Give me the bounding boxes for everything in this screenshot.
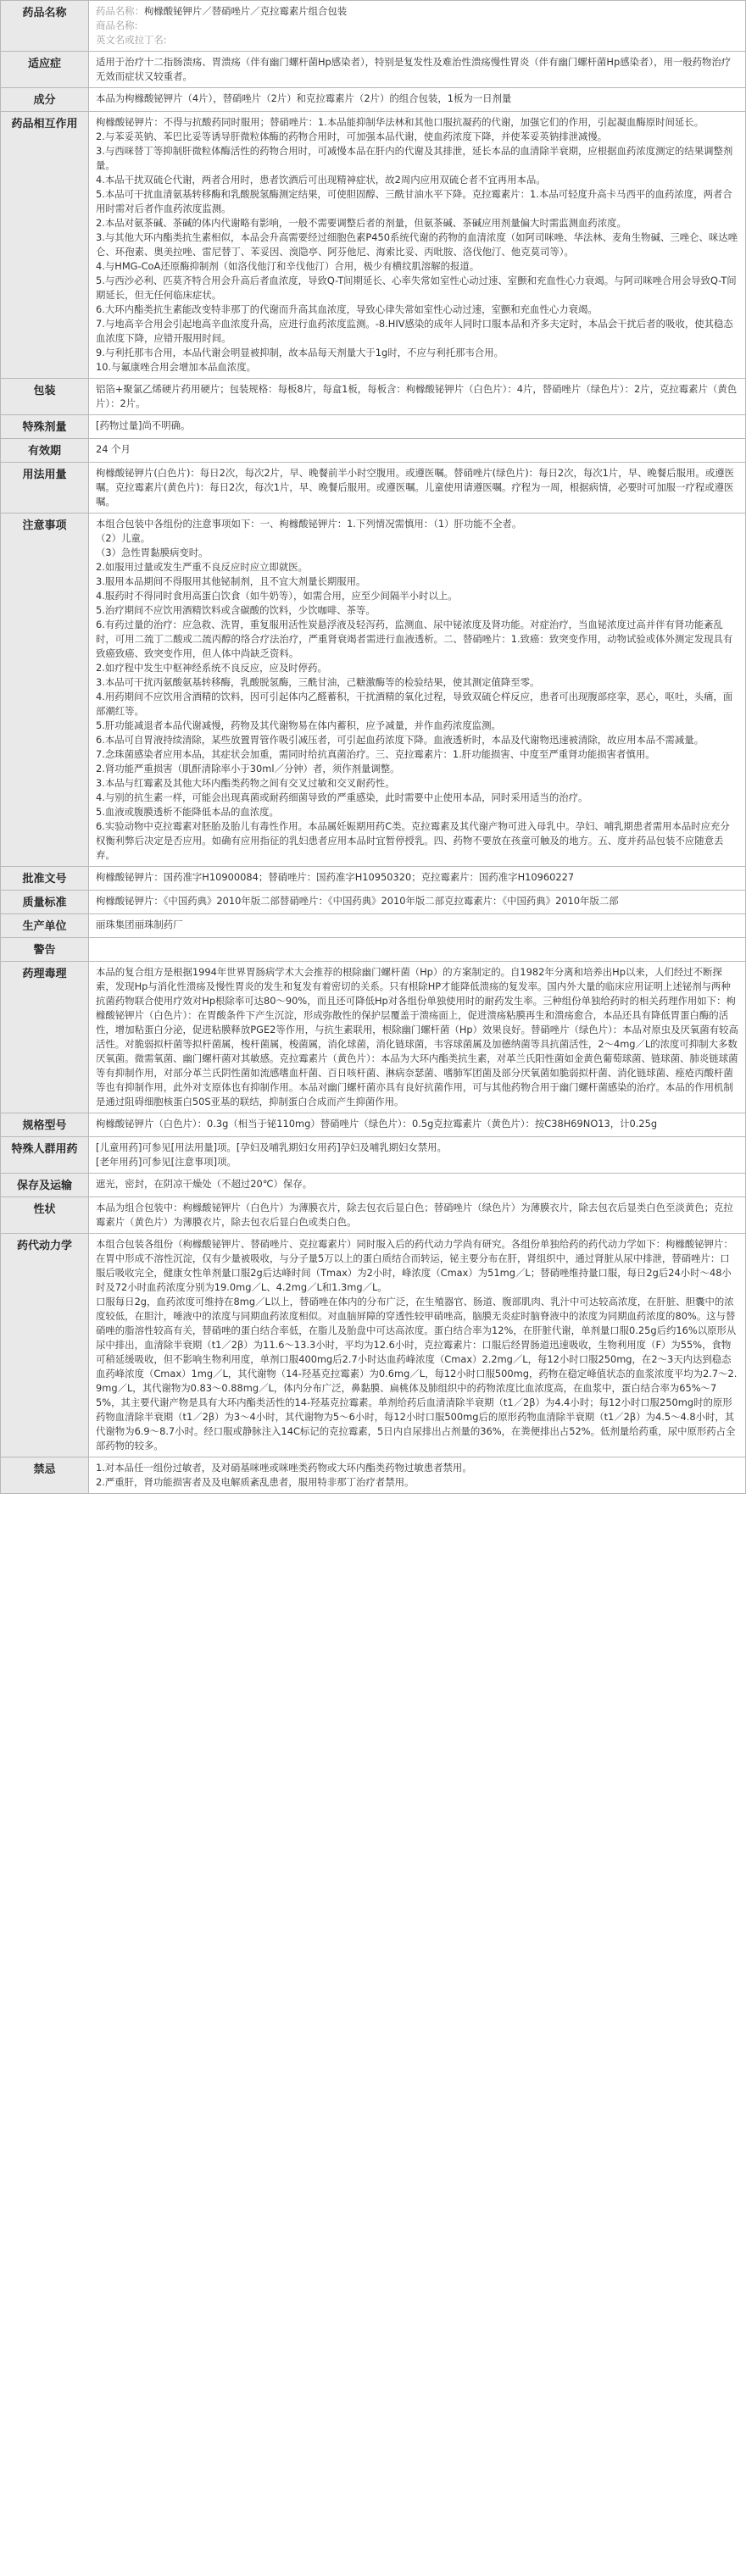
ingredients-content bbox=[89, 88, 746, 112]
drug-interactions-paragraph: 枸橼酸铋钾片：不得与抗酸药同时服用；替硝唑片：1.本品能抑制华法林和其他口服抗凝药的代谢，加强它们的作用，引起凝血酶原时间延长。 bbox=[96, 116, 704, 128]
description-content bbox=[89, 1197, 746, 1234]
drug-interactions-content bbox=[89, 112, 746, 379]
precautions-paragraph: 3.服用本品期间不得服用其他铋制剂，且不宜大剂量长期服用。 bbox=[96, 575, 366, 587]
drug-name-row bbox=[1, 1, 746, 52]
manufacturer-content bbox=[89, 914, 746, 938]
precautions-paragraph: 2.如服用过量或发生严重不良反应时应立即就医。 bbox=[96, 561, 309, 573]
packaging-row bbox=[1, 379, 746, 415]
dosage-usage-paragraph: 枸橼酸铋钾片(白色片)：每日2次，每次2片，早、晚餐前半小时空腹用。或遵医嘱。替硝唑片(绿色片)：每日2次，每次1片，早、晚餐后服用。或遵医嘱。克拉霉素片(黄色片)：每日2次，每次1片，早、晚餐后服用。或遵医嘱。儿童使用请遵医嘱。疗程为一周，根据病情，必要时可加服一疗程或遵医嘱。 bbox=[96, 467, 734, 508]
specification-paragraph: 枸橼酸铋钾片（白色片）：0.3g（相当于铋110mg）替硝唑片（绿色片）：0.5g克拉霉素片（黄色片）：按C38H69NO13，计0.25g bbox=[96, 1118, 658, 1130]
trade-name-label: 商品名称: bbox=[96, 19, 138, 31]
drug-interactions-paragraph: 3.与其他大环内酯类抗生素相似，本品会升高需要经过细胞色素P450系统代谢的药物的血清浓度（如阿司咪唑、华法林、麦角生物碱、三唑仑、咪达唑仑、环孢素、奥美拉唑、雷尼替丁、苯妥因、溴隐亭、阿芬他尼、海索比妥、丙吡胺、洛伐他汀、他克莫司等）。 bbox=[96, 231, 738, 258]
approval-number-label: 批准文号 bbox=[1, 867, 89, 891]
special-populations-content bbox=[89, 1137, 746, 1174]
pharmacology-content bbox=[89, 962, 746, 1113]
shelf-life-row bbox=[1, 439, 746, 463]
special-populations-paragraph: [儿童用药]可参见[用法用量]项。[孕妇及哺乳期妇女用药]孕妇及哺乳期妇女禁用。 bbox=[96, 1141, 447, 1153]
contraindications-row bbox=[1, 1457, 746, 1494]
precautions-paragraph: 4.服药时不得同时食用高蛋白饮食（如牛奶等），如需合用，应至少间隔半小时以上。 bbox=[96, 590, 458, 602]
precautions-paragraph: 5.治疗期间不应饮用酒精饮料或含碳酸的饮料，少饮咖啡、茶等。 bbox=[96, 604, 376, 616]
drug-interactions-paragraph: 7.与地高辛合用会引起地高辛血浓度升高，应进行血药浓度监测。-8.HIV感染的成年人同时口服本品和齐多夫定时，本品会干扰后者的吸收，使其稳态血浓度下降，应错开服用时间。 bbox=[96, 318, 733, 344]
approval-number-content bbox=[89, 867, 746, 891]
packaging-paragraph: 铝箔+聚氯乙烯硬片药用硬片；包装规格：每板8片，每盒1板，每板含：枸橼酸铋钾片（白色片）：4片，替硝唑片（绿色片）：2片，克拉霉素片（黄色片）：2片。 bbox=[96, 383, 738, 409]
ingredients-paragraph: 本品为枸橼酸铋钾片（4片），替硝唑片（2片）和克拉霉素片（2片）的组合包装，1板为一日剂量 bbox=[96, 92, 512, 104]
warning-label: 警告 bbox=[1, 938, 89, 962]
drug-interactions-paragraph: 6.大环内酯类抗生素能改变特非那丁的代谢而升高其血浓度，导致心律失常如室性心动过速，室颤和充血性心力衰竭。 bbox=[96, 303, 598, 315]
packaging-content bbox=[89, 379, 746, 415]
special-dosage-content bbox=[89, 415, 746, 439]
drug-interactions-paragraph: 10.与氟康唑合用会增加本品血浓度。 bbox=[96, 361, 256, 373]
english-name-label: 英文名或拉丁名: bbox=[96, 34, 167, 46]
pharmacokinetics-paragraph: 本组合包装各组份（枸橼酸铋钾片、替硝唑片、克拉霉素片）同时服入后的药代动力学尚有研究。各组份单独给药的药代动力学如下：枸橼酸铋钾片：在胃中形成不溶性沉淀，仅有少量被吸收，与分子量5万以上的蛋白质结合而转运，铋主要分布在肝，肾组织中，通过肾脏从尿中排泄，替硝唑片：口服后吸收完全，健康女性单剂量口服2g后达峰时间（Tmax）为2小时，峰浓度（Cmax）为51mg／L；替硝唑维持量口服，每日2g后24小时～48小时及72小时血药浓度分别为19.0mg／L、4.2mg／L和1.3mg／L。 bbox=[96, 1238, 733, 1293]
manufacturer-row bbox=[1, 914, 746, 938]
drug-interactions-paragraph: 5.与西沙必利、匹莫齐特合用会升高后者血浓度，导致Q-T间期延长、心率失常如室性心动过速、室颤和充血性心力衰竭。与阿司咪唑合用会导致Q-T间期延长，但无任何临床症状。 bbox=[96, 275, 737, 301]
storage-label: 保存及运输 bbox=[1, 1174, 89, 1197]
ingredients-row bbox=[1, 88, 746, 112]
specification-row bbox=[1, 1113, 746, 1137]
special-populations-row bbox=[1, 1137, 746, 1174]
indications-content bbox=[89, 52, 746, 88]
generic-name-label: 药品名称 bbox=[96, 5, 135, 17]
storage-paragraph: 遮光，密封，在阴凉干燥处（不超过20℃）保存。 bbox=[96, 1178, 313, 1190]
indications-paragraph: 适用于治疗十二指肠溃疡、胃溃疡（伴有幽门螺杆菌Hp感染者），特别是复发性及难治性溃疡慢性胃炎（伴有幽门螺杆菌Hp感染者），用一般药物治疗无效而症状又较重者。 bbox=[96, 56, 732, 82]
precautions-paragraph: 2.肾功能严重损害（肌酐清除率小于30ml／分钟）者，须作剂量调整。 bbox=[96, 763, 400, 774]
special-populations-label: 特殊人群用药 bbox=[1, 1137, 89, 1174]
precautions-paragraph: 6.有药过量的治疗：应急救、洗胃，重复服用活性炭悬浮液及轻泻药，监测血、尿中铋浓度及肾功能。对症治疗，当血铋浓度过高并伴有肾功能紊乱时，可用二巯丁二酸或二巯丙醇的络合疗法治疗，严重肾衰竭者需进行血液透析。二、替硝唑片：1.致癌：致突变作用，动物试验或体外测定发现具有致癌致癌、致突变作用，但人体中尚缺乏资料。 bbox=[96, 619, 733, 659]
drug-interactions-label: 药品相互作用 bbox=[1, 112, 89, 379]
pharmacology-paragraph: 本品的复合组方是根据1994年世界胃肠病学术大会推荐的根除幽门螺杆菌（Hp）的方案制定的。自1982年分离和培养出Hp以来，人们经过不断探索，发现Hp与消化性溃疡及慢性胃炎的发生和复发有着密切的关系。只有根除HP才能降低溃疡的复发率。国内外大量的临床应用证明上述铋剂与两种抗菌药物联合使用疗效对Hp根除率可达80～90%，而且还可降低Hp对各组份单独使用时的耐药发生率。三种组份单独给药时的相关药理作用如下：枸橼酸铋钾片（白色片）：在胃酸条件下产生沉淀，形成弥散性的保护层覆盖于溃疡面上，促进溃疡粘膜再生和溃疡愈合，本品还具有降低胃蛋白酶的活性，增加粘蛋白分泌，促进粘膜释放PGE2等作用，与抗生素联用，根除幽门螺杆菌（Hp）效果良好。替硝唑片（绿色片）：本品对原虫及厌氧菌有较高活性。对脆弱拟杆菌等拟杆菌属，梭杆菌属，梭菌属，消化球菌，消化链球菌，韦容球菌属及加德纳菌等具抗菌活性，2～4mg／L的浓度可抑制大多数厌氧菌。微需氧菌、幽门螺杆菌对其敏感。克拉霉素片（黄色片）：本品为大环内酯类抗生素，对革兰氏阳性菌如金黄色葡萄球菌、链球菌、肺炎链球菌等有抑制作用，对部分革兰氏阴性菌如流感嗜血杆菌、百日咳杆菌、淋病奈瑟菌、嗜肺军团菌及部分厌氧菌如脆弱拟杆菌、消化链球菌、痤疮丙酸杆菌等也有抑制作用，此外对支原体也有抑制作用。本品对幽门螺杆菌亦具有良好抗菌作用，可与其他药物合用于幽门螺杆菌感染的治疗。本品的作用机制是通过阻碍细胞核蛋白50S亚基的联结，抑制蛋白合成而产生抑菌作用。 bbox=[96, 966, 738, 1108]
drug-interactions-paragraph: 9.与利托那韦合用，本品代谢会明显被抑制，故本品每天剂量大于1g时，不应与利托那韦合用。 bbox=[96, 347, 504, 358]
special-dosage-paragraph: [药物过量]尚不明确。 bbox=[96, 419, 191, 431]
specification-content bbox=[89, 1113, 746, 1137]
quality-standard-content bbox=[89, 891, 746, 914]
special-dosage-label: 特殊剂量 bbox=[1, 415, 89, 439]
special-dosage-row bbox=[1, 415, 746, 439]
contraindications-paragraph: 1.对本品任一组份过敏者，及对硝基咪唑或咪唑类药物或大环内酯类药物过敏患者禁用。 bbox=[96, 1462, 472, 1474]
manufacturer-paragraph: 丽珠集团丽珠制药厂 bbox=[96, 919, 183, 930]
manufacturer-label: 生产单位 bbox=[1, 914, 89, 938]
dosage-usage-row bbox=[1, 463, 746, 514]
pharmacology-row bbox=[1, 962, 746, 1113]
quality-standard-paragraph: 枸橼酸铋钾片：《中国药典》2010年版二部替硝唑片：《中国药典》2010年版二部克拉霉素片：《中国药典》2010年版二部 bbox=[96, 895, 619, 907]
ingredients-label: 成分 bbox=[1, 88, 89, 112]
pharmacokinetics-label: 药代动力学 bbox=[1, 1234, 89, 1457]
contraindications-label: 禁忌 bbox=[1, 1457, 89, 1494]
storage-content bbox=[89, 1174, 746, 1197]
drug-interactions-paragraph: 2.本品对氨茶碱、茶碱的体内代谢略有影响，一般不需要调整后者的剂量，但氨茶碱、茶碱应用剂量偏大时需监测血药浓度。 bbox=[96, 217, 626, 229]
shelf-life-paragraph: 24 个月 bbox=[96, 443, 131, 455]
pharmacokinetics-row bbox=[1, 1234, 746, 1457]
approval-number-paragraph: 枸橼酸铋钾片：国药准字H10900084；替硝唑片：国药准字H10950320；克拉霉素片：国药准字H10960227 bbox=[96, 871, 575, 883]
pharmacology-label: 药理毒理 bbox=[1, 962, 89, 1113]
generic-name-value: 枸橼酸铋钾片／替硝唑片／克拉霉素片组合包装 bbox=[143, 5, 348, 17]
precautions-paragraph: 6.本品可自胃液持续清除，某些放置胃管作吸引减压者，可引起血药浓度下降。血液透析时，本品及代谢物迅速被清除，故应用本品不需减量。 bbox=[96, 734, 704, 746]
shelf-life-label: 有效期 bbox=[1, 439, 89, 463]
precautions-row bbox=[1, 514, 746, 867]
approval-number-row bbox=[1, 867, 746, 891]
drug-interactions-paragraph: 3.与西咪替丁等抑制肝微粒体酶活性的药物合用时，可减慢本品在肝内的代谢及其排泄，延长本品的血清除半衰期，应根据血药浓度测定的结果调整剂量。 bbox=[96, 145, 733, 171]
drug-interactions-paragraph: 2.与苯妥英钠、苯巴比妥等诱导肝微粒体酶的药物合用时，可加强本品代谢，使血药浓度下降，并使苯妥英钠排泄减慢。 bbox=[96, 130, 608, 142]
description-label: 性状 bbox=[1, 1197, 89, 1234]
warning-row bbox=[1, 938, 746, 962]
quality-standard-row bbox=[1, 891, 746, 914]
precautions-content bbox=[89, 514, 746, 867]
description-paragraph: 本品为组合包装中：枸橼酸铋钾片（白色片）为薄膜衣片，除去包衣后显白色；替硝唑片（绿色片）为薄膜衣片，除去包衣后显类白色至淡黄色；克拉霉素片（黄色片）为薄膜衣片，除去包衣后显白色或类白色。 bbox=[96, 1202, 733, 1228]
specification-label: 规格型号 bbox=[1, 1113, 89, 1137]
pharmacokinetics-content bbox=[89, 1234, 746, 1457]
precautions-paragraph: （3）急性胃黏膜病变时。 bbox=[96, 547, 209, 558]
drug-interactions-paragraph: 4.与HMG-CoA还原酶抑制剂（如洛伐他汀和辛伐他汀）合用，极少有横纹肌溶解的报道。 bbox=[96, 260, 480, 272]
precautions-paragraph: （2）儿童。 bbox=[96, 532, 151, 544]
indications-label: 适应症 bbox=[1, 52, 89, 88]
drug-name-label: 药品名称 bbox=[1, 1, 89, 52]
storage-row bbox=[1, 1174, 746, 1197]
drug-name-content: 药品名称：枸橼酸铋钾片／替硝唑片／克拉霉素片组合包装 商品名称: 英文名或拉丁名: bbox=[89, 1, 746, 52]
quality-standard-label: 质量标准 bbox=[1, 891, 89, 914]
warning-content bbox=[89, 938, 746, 962]
precautions-paragraph: 6.实验动物中克拉霉素对胚胎及胎儿有毒性作用。本品属妊娠期用药C类。克拉霉素及其代谢产物可进入母乳中。孕妇、哺乳期患者需用本品时应充分权衡利弊后决定是否应用。如确有应用指征的乳妇患者应用本品时宜暂停授乳。四、药物不要放在孩童可触及的地方。五、度并药品包装不应随意丢弃。 bbox=[96, 820, 730, 861]
dosage-usage-label: 用法用量 bbox=[1, 463, 89, 514]
shelf-life-content bbox=[89, 439, 746, 463]
precautions-paragraph: 3.本品与红霉素及其他大环内酯类药物之间有交叉过敏和交叉耐药性。 bbox=[96, 777, 395, 789]
precautions-paragraph: 2.如疗程中发生中枢神经系统不良反应，应及时停药。 bbox=[96, 662, 327, 674]
precautions-paragraph: 本组合包装中各组份的注意事项如下：一、枸橼酸铋钾片：1.下列情况需慎用：（1）肝功能不全者。 bbox=[96, 518, 522, 530]
drug-interactions-row bbox=[1, 112, 746, 379]
precautions-label: 注意事项 bbox=[1, 514, 89, 867]
dosage-usage-content bbox=[89, 463, 746, 514]
precautions-paragraph: 4.与别的抗生素一样，可能会出现真菌或耐药细菌导致的严重感染，此时需要中止使用本品，同时采用适当的治疗。 bbox=[96, 791, 588, 803]
contraindications-content bbox=[89, 1457, 746, 1494]
precautions-paragraph: 4.用药期间不应饮用含酒精的饮料，因可引起体内乙醛蓄积，干扰酒精的氧化过程，导致双硫仑样反应，患者可出现腹部痉挛，恶心，呕吐，头痛，面部潮红等。 bbox=[96, 691, 733, 717]
precautions-paragraph: 5.血液或腹膜透析不能降低本品的血浓度。 bbox=[96, 806, 279, 818]
packaging-label: 包装 bbox=[1, 379, 89, 415]
precautions-paragraph: 7.念珠菌感染者应用本品，其症状会加重，需同时给抗真菌治疗。三、克拉霉素片：1.肝功能损害、中度至严重肾功能损害者慎用。 bbox=[96, 748, 655, 760]
pharmacokinetics-paragraph: 口服每日2g，血药浓度可维持在8mg／L以上，替硝唑在体内的分布广泛，在生殖器官、肠道、腹部肌肉、乳汁中可达较高浓度，在肝脏、胆囊中的浓度较低，在胆汁，唾液中的浓度与同期血药浓度相似。对血脑屏障的穿透性较甲硝唑高，脑膜无炎症时脑脊液中的浓度为同期血药浓度的80%。这与替硝唑的脂溶性较高有关，替硝唑的蛋白结合率低，在脂儿及胎盘中可达高浓度。蛋白结合率为12%，在肝脏代谢，单剂量口服0.25g后约16%以原形从尿中排出，血清除半衰期（t1／2β）为11.6～13.3小时，平均为12.6小时，克拉霉素片：口服后经胃肠道迅速吸收，生物利用度（F）为55%，食物可稍延缓吸收，但不影响生物利用度，单剂口服400mg后2.7小时达血药峰浓度（Cmax）2.2mg／L，每12小时口服250mg，在2～3天内达到稳态血药峰浓度（Cmax）1mg／L，其代谢物（14-羟基克拉霉素）为0.6mg／L，每12小时口服500mg，药物在稳定峰值状态的血浆浓度平均为2.7～2.9mg／L，其代谢物为0.83～0.88mg／L，体内分布广泛，鼻黏膜、扁桃体及肺组织中的药物浓度比血浓度高，在血浆中，蛋白结合率为65%～75%，其主要代谢产物是具有大环内酯类活性的14-羟基克拉霉素。单剂给药后血清清除半衰期（t1／2β）为4.4小时；每12小时口服250mg时的原形药物血清除半衰期（t1／2β）为3～4小时，其代谢物为5～6小时，每12小时口服500mg后的原形药物血清除半衰期（t1／2β）为4.5～4.8小时，其代谢物为6.9～8.7小时。经口服或静脉注入14C标记的克拉霉素，5日内自尿排出占剂量的36%，在粪便排出占52%。低剂量给药重，尿中原形药占全部药物的较多。 bbox=[96, 1296, 738, 1452]
description-row bbox=[1, 1197, 746, 1234]
precautions-paragraph: 3.本品可干扰丙氨酸氨基转移酶，乳酸脱氢酶，三酰甘油，己糖激酶等的检验结果，使其测定值降至零。 bbox=[96, 676, 540, 688]
drug-interactions-paragraph: 5.本品可干扰血清氨基转移酶和乳酸脱氢酶测定结果，可使胆固醇、三酰甘油水平下降。克拉霉素片：1.本品可轻度升高卡马西平的血药浓度，两者合用时需对后者作血药浓度监测。 bbox=[96, 188, 732, 214]
contraindications-paragraph: 2.严重肝，肾功能损害者及及电解质紊乱患者，服用特非那丁治疗者禁用。 bbox=[96, 1476, 415, 1488]
drug-interactions-paragraph: 4.本品干扰双硫仑代谢，两者合用时，患者饮酒后可出现精神症状，故2周内应用双硫仑者不宜再用本品。 bbox=[96, 174, 546, 186]
special-populations-paragraph: [老年用药]可参见[注意事项]项。 bbox=[96, 1156, 237, 1168]
precautions-paragraph: 5.肝功能减退者本品代谢减慢，药物及其代谢物易在体内蓄积，应予减量，并作血药浓度监测。 bbox=[96, 719, 501, 731]
indications-row bbox=[1, 52, 746, 88]
